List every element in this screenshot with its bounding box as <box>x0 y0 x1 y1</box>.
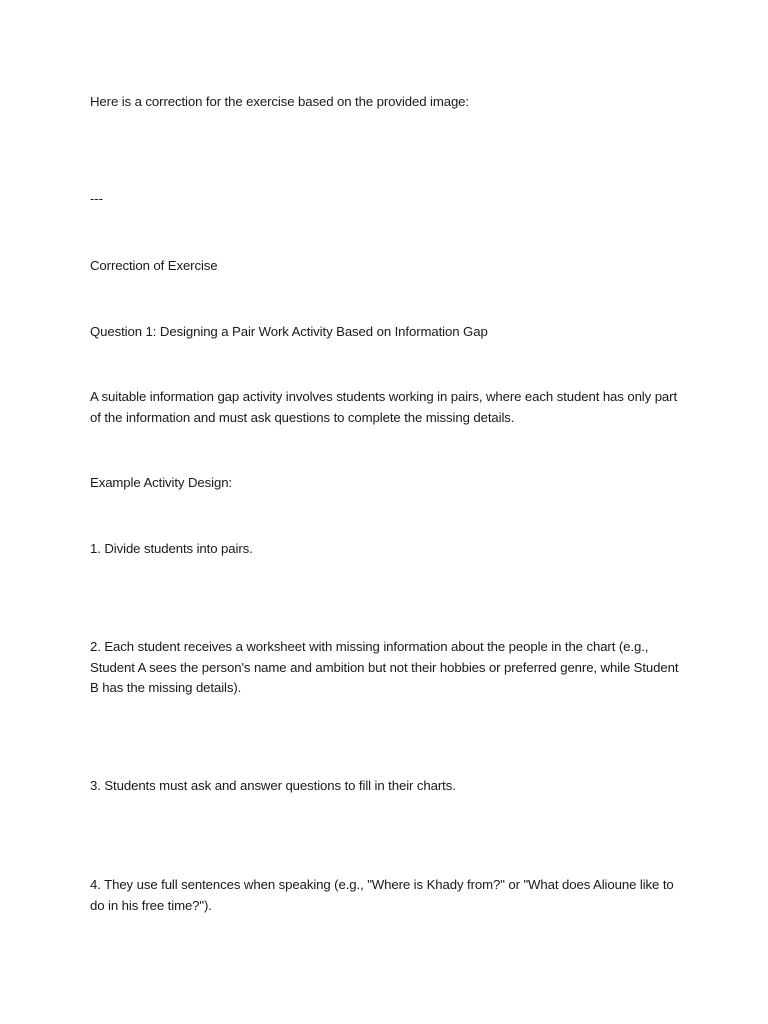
separator: --- <box>90 191 103 206</box>
step-3: 3. Students must ask and answer questions to fill in their charts. <box>90 778 456 793</box>
step-2: 2. Each student receives a worksheet with missing information about the people in the chart (e.g., Student A sees the person's name and ambition but not their hobbies or preferred genre, while Student B has the missing details). <box>90 639 679 695</box>
question-1-title: Question 1: Designing a Pair Work Activity Based on Information Gap <box>90 324 488 339</box>
step-4: 4. They use full sentences when speaking (e.g., "Where is Khady from?" or "What does Alioune like to do in his free time?"). <box>90 877 674 913</box>
step-1: 1. Divide students into pairs. <box>90 541 253 556</box>
intro-text: Here is a correction for the exercise based on the provided image: <box>90 94 469 109</box>
activity-description: A suitable information gap activity involves students working in pairs, where each student has only part of the information and must ask questions to complete the missing details. <box>90 389 678 425</box>
document-heading: Correction of Exercise <box>90 258 218 273</box>
example-label: Example Activity Design: <box>90 475 232 490</box>
